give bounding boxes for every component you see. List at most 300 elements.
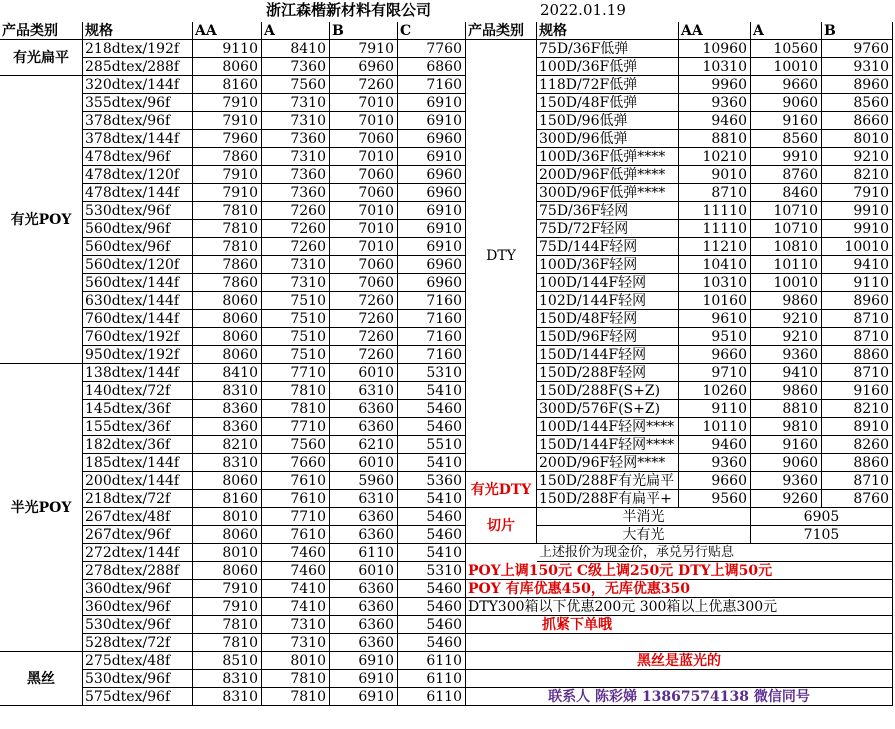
price-cell: 7010: [330, 220, 398, 238]
price-cell: 9160: [822, 382, 893, 400]
price-cell: 8460: [751, 184, 822, 202]
price-cell: 10710: [751, 220, 822, 238]
price-cell: 8010: [822, 130, 893, 148]
right-header-1: 规格: [537, 22, 679, 40]
price-cell: 9160: [751, 436, 822, 454]
spec-cell: 275dtex/48f: [83, 652, 193, 670]
price-cell: 9660: [679, 346, 751, 364]
price-cell: 7010: [330, 238, 398, 256]
spec-cell: 300D/96低弹: [537, 130, 679, 148]
spec-cell: 560dtex/96f: [83, 220, 193, 238]
spec-cell: 300D/96F低弹****: [537, 184, 679, 202]
note-poy-discount: POY 有库优惠450，无库优惠350: [466, 580, 893, 598]
price-cell: 8310: [193, 688, 262, 706]
price-cell: 7710: [262, 418, 330, 436]
price-cell: 6010: [330, 454, 398, 472]
category-cell: 半光POY: [0, 364, 83, 652]
price-cell: 7810: [262, 400, 330, 418]
spec-cell: 267dtex/96f: [83, 526, 193, 544]
price-cell: 8210: [822, 166, 893, 184]
left-header-3: A: [262, 22, 330, 40]
contact-line: 联系人 陈彩娣 13867574138 微信同号: [466, 688, 893, 706]
date-label: 2022.01.19: [540, 1, 626, 19]
price-cell: 9910: [751, 148, 822, 166]
price-cell: 9010: [679, 166, 751, 184]
price-cell: 9860: [751, 382, 822, 400]
price-cell: 7060: [330, 130, 398, 148]
price-cell: 7510: [262, 328, 330, 346]
spec-cell: 478dtex/144f: [83, 184, 193, 202]
price-cell: 9410: [822, 256, 893, 274]
spec-cell: 300D/576F(S+Z): [537, 400, 679, 418]
price-cell: 7910: [822, 184, 893, 202]
price-cell: 7810: [193, 202, 262, 220]
price-cell: 9160: [751, 112, 822, 130]
price-cell: 8260: [822, 436, 893, 454]
spec-cell: 200D/96F低弹****: [537, 166, 679, 184]
price-cell: 9860: [751, 292, 822, 310]
price-cell: 7560: [262, 76, 330, 94]
price-cell: 7810: [193, 634, 262, 652]
price-cell: 7910: [193, 112, 262, 130]
category-cell: 有光DTY: [466, 472, 537, 508]
price-cell: 6110: [398, 670, 466, 688]
price-cell: 6960: [398, 256, 466, 274]
price-cell: 8710: [679, 184, 751, 202]
price-cell: 10710: [751, 202, 822, 220]
price-cell: 6860: [398, 58, 466, 76]
spec-cell: 185dtex/144f: [83, 454, 193, 472]
spec-cell: 150D/288F有光扁平: [537, 472, 679, 490]
price-cell: 5360: [398, 472, 466, 490]
price-cell: 6910: [330, 652, 398, 670]
price-cell: 7360: [262, 130, 330, 148]
price-cell: 8710: [822, 364, 893, 382]
price-cell: 7010: [330, 112, 398, 130]
price-cell: 7910: [193, 166, 262, 184]
price-cell: 7160: [398, 292, 466, 310]
price-cell: 8710: [822, 310, 893, 328]
category-cell: 有光扁平: [0, 40, 83, 76]
price-cell: 7010: [330, 148, 398, 166]
category-cell: 有光POY: [0, 76, 83, 364]
price-cell: 9810: [751, 418, 822, 436]
price-cell: 5460: [398, 580, 466, 598]
spec-cell: 478dtex/96f: [83, 148, 193, 166]
spec-cell: 150D/288F有扁平+: [537, 490, 679, 508]
price-cell: 8060: [193, 346, 262, 364]
price-cell: 7060: [330, 184, 398, 202]
price-cell: 7510: [262, 310, 330, 328]
price-cell: 7160: [398, 328, 466, 346]
price-cell: 9060: [751, 454, 822, 472]
price-cell: 6960: [330, 58, 398, 76]
price-cell: 8210: [822, 400, 893, 418]
price-cell: 8060: [193, 310, 262, 328]
price-cell: 6360: [330, 418, 398, 436]
spec-cell: 150D/288F轻网: [537, 364, 679, 382]
price-cell: 9460: [679, 436, 751, 454]
price-cell: 8060: [193, 562, 262, 580]
price-cell: 6910: [398, 220, 466, 238]
spec-cell: 118D/72F低弹: [537, 76, 679, 94]
spec-cell: 218dtex/192f: [83, 40, 193, 58]
company-title: 浙江森楷新材料有限公司: [266, 1, 432, 19]
price-cell: 7860: [193, 274, 262, 292]
price-cell: 8060: [193, 328, 262, 346]
right-header-0: 产品类别: [466, 22, 537, 40]
price-cell: 8060: [193, 472, 262, 490]
price-cell: 7460: [262, 544, 330, 562]
price-cell: 8660: [822, 112, 893, 130]
price-cell: 9210: [751, 310, 822, 328]
price-cell: 6360: [330, 400, 398, 418]
price-cell: 9360: [679, 454, 751, 472]
price-cell: 6310: [330, 490, 398, 508]
spec-cell: 560dtex/96f: [83, 238, 193, 256]
price-cell: 7510: [262, 292, 330, 310]
price-cell: 8310: [193, 382, 262, 400]
right-header-3: A: [751, 22, 822, 40]
price-cell: 7310: [262, 148, 330, 166]
spec-cell: 150D/48F轻网: [537, 310, 679, 328]
price-cell: 6110: [330, 544, 398, 562]
price-cell: 6960: [398, 130, 466, 148]
spec-cell: 528dtex/72f: [83, 634, 193, 652]
price-cell: 8360: [193, 418, 262, 436]
spec-cell: 320dtex/144f: [83, 76, 193, 94]
spec-cell: 150D/96低弹: [537, 112, 679, 130]
price-cell: 9360: [751, 346, 822, 364]
price-cell: 6010: [330, 364, 398, 382]
price-cell: 7860: [193, 148, 262, 166]
price-cell: 8560: [822, 94, 893, 112]
price-cell: 7360: [262, 58, 330, 76]
spec-cell: 150D/288F(S+Z): [537, 382, 679, 400]
price-cell: 11110: [679, 220, 751, 238]
price-cell: 10110: [679, 418, 751, 436]
price-cell: 8910: [822, 418, 893, 436]
spec-cell: 100D/144F轻网****: [537, 418, 679, 436]
left-header-2: AA: [193, 22, 262, 40]
price-cell: 9360: [751, 472, 822, 490]
blank-cell: [466, 634, 893, 652]
price-cell: 8060: [193, 526, 262, 544]
price-cell: 7910: [193, 184, 262, 202]
price-cell: 7810: [262, 670, 330, 688]
left-header-0: 产品类别: [0, 22, 83, 40]
price-cell: 8860: [822, 454, 893, 472]
spec-cell: 355dtex/96f: [83, 94, 193, 112]
price-cell: 7310: [262, 94, 330, 112]
price-cell: 7260: [262, 238, 330, 256]
price-cell: 7060: [330, 166, 398, 184]
spec-cell: 200D/96F轻网****: [537, 454, 679, 472]
price-cell: 10310: [679, 274, 751, 292]
price-cell: 6210: [330, 436, 398, 454]
price-cell: 8510: [193, 652, 262, 670]
category-cell: 切片: [466, 508, 537, 544]
spec-cell: 182dtex/36f: [83, 436, 193, 454]
price-cell: 9410: [751, 364, 822, 382]
price-cell: 7410: [262, 598, 330, 616]
price-cell: 5310: [398, 562, 466, 580]
note-order-urge: 抓紧下单哦: [466, 616, 893, 634]
price-cell: 6910: [398, 148, 466, 166]
price-cell: 8710: [822, 472, 893, 490]
price-cell: 7160: [398, 346, 466, 364]
spec-cell: 760dtex/192f: [83, 328, 193, 346]
price-cell: 7060: [330, 256, 398, 274]
price-cell: 9110: [679, 400, 751, 418]
price-cell: 7810: [193, 616, 262, 634]
price-cell: 7260: [262, 202, 330, 220]
price-cell: 7260: [330, 292, 398, 310]
price-cell: 7610: [262, 490, 330, 508]
price-cell: 5410: [398, 382, 466, 400]
category-cell: 黑丝: [0, 652, 83, 706]
price-cell: 6110: [398, 652, 466, 670]
price-cell: 7460: [262, 562, 330, 580]
price-cell: 8060: [193, 58, 262, 76]
price-cell: 6360: [330, 616, 398, 634]
left-header-1: 规格: [83, 22, 193, 40]
price-cell: 5960: [330, 472, 398, 490]
price-cell: 10210: [679, 148, 751, 166]
price-cell: 6960: [398, 184, 466, 202]
note-black-yarn: 黑丝是蓝光的: [466, 652, 893, 670]
price-cell: 7910: [193, 598, 262, 616]
price-cell: 9360: [679, 94, 751, 112]
price-cell: 7860: [193, 256, 262, 274]
price-cell: 11210: [679, 238, 751, 256]
price-cell: 6360: [330, 598, 398, 616]
price-cell: 7260: [262, 220, 330, 238]
spec-cell: 378dtex/96f: [83, 112, 193, 130]
price-cell: 7510: [262, 346, 330, 364]
price-cell: 6910: [398, 238, 466, 256]
price-cell: 11110: [679, 202, 751, 220]
price-cell: 9710: [679, 364, 751, 382]
spec-cell: 760dtex/144f: [83, 310, 193, 328]
price-cell: 8010: [193, 508, 262, 526]
spec-cell: 75D/36F轻网: [537, 202, 679, 220]
spec-cell: 378dtex/144f: [83, 130, 193, 148]
price-cell: 9960: [679, 76, 751, 94]
price-cell: 7310: [262, 274, 330, 292]
price-cell: 5410: [398, 454, 466, 472]
chip-price-cell: 6905: [751, 508, 893, 526]
left-header-4: B: [330, 22, 398, 40]
price-cell: 9210: [751, 328, 822, 346]
price-cell: 5460: [398, 598, 466, 616]
left-header-5: C: [398, 22, 466, 40]
price-cell: 9110: [822, 274, 893, 292]
price-cell: 10410: [679, 256, 751, 274]
price-cell: 7910: [193, 94, 262, 112]
spec-cell: 150D/144F轻网: [537, 346, 679, 364]
price-cell: 9760: [822, 40, 893, 58]
price-cell: 7810: [193, 238, 262, 256]
price-cell: 10010: [751, 274, 822, 292]
price-cell: 9910: [822, 202, 893, 220]
price-cell: 7810: [262, 688, 330, 706]
price-cell: 10160: [679, 292, 751, 310]
price-cell: 7310: [262, 616, 330, 634]
price-cell: 9660: [751, 76, 822, 94]
spec-cell: 150D/48F低弹: [537, 94, 679, 112]
spec-cell: 150D/96F轻网: [537, 328, 679, 346]
price-cell: 9610: [679, 310, 751, 328]
price-cell: 8160: [193, 490, 262, 508]
price-cell: 7710: [262, 508, 330, 526]
price-cell: 8160: [193, 76, 262, 94]
chip-name-cell: 大有光: [537, 526, 751, 544]
price-cell: 7610: [262, 472, 330, 490]
price-cell: 9060: [751, 94, 822, 112]
spec-cell: 218dtex/72f: [83, 490, 193, 508]
price-cell: 7260: [330, 76, 398, 94]
spec-cell: 360dtex/96f: [83, 580, 193, 598]
price-cell: 5460: [398, 418, 466, 436]
price-cell: 7060: [330, 274, 398, 292]
spec-cell: 100D/36F低弹: [537, 58, 679, 76]
price-cell: 7260: [330, 310, 398, 328]
price-cell: 6360: [330, 508, 398, 526]
price-cell: 7310: [262, 634, 330, 652]
spec-cell: 360dtex/96f: [83, 598, 193, 616]
price-cell: 8860: [822, 346, 893, 364]
spec-cell: 285dtex/288f: [83, 58, 193, 76]
price-cell: 8710: [822, 328, 893, 346]
price-cell: 5410: [398, 490, 466, 508]
price-cell: 7760: [398, 40, 466, 58]
price-cell: 5310: [398, 364, 466, 382]
price-cell: 7160: [398, 310, 466, 328]
price-cell: 7160: [398, 76, 466, 94]
price-cell: 9660: [679, 472, 751, 490]
price-cell: 6910: [398, 112, 466, 130]
price-cell: 8060: [193, 292, 262, 310]
price-cell: 8310: [193, 454, 262, 472]
chip-name-cell: 半消光: [537, 508, 751, 526]
price-cell: 7810: [193, 220, 262, 238]
price-cell: 8760: [751, 166, 822, 184]
price-cell: 7660: [262, 454, 330, 472]
price-cell: 9510: [679, 328, 751, 346]
price-cell: 8960: [822, 292, 893, 310]
note-dty-discount: DTY300箱以下优惠200元 300箱以上优惠300元: [466, 598, 893, 616]
price-cell: 7710: [262, 364, 330, 382]
chip-price-cell: 7105: [751, 526, 893, 544]
spec-cell: 100D/144F轻网: [537, 274, 679, 292]
spec-cell: 100D/36F低弹****: [537, 148, 679, 166]
spec-cell: 530dtex/96f: [83, 670, 193, 688]
right-header-4: B: [822, 22, 893, 40]
spec-cell: 102D/144F轻网: [537, 292, 679, 310]
spec-cell: 530dtex/96f: [83, 202, 193, 220]
price-cell: 7260: [330, 346, 398, 364]
price-cell: 8010: [262, 652, 330, 670]
price-cell: 8560: [751, 130, 822, 148]
price-cell: 6910: [330, 670, 398, 688]
price-cell: 10010: [751, 58, 822, 76]
price-cell: 8410: [193, 364, 262, 382]
spec-cell: 478dtex/120f: [83, 166, 193, 184]
spec-cell: 150D/144F轻网****: [537, 436, 679, 454]
spec-cell: 75D/36F低弹: [537, 40, 679, 58]
spec-cell: 140dtex/72f: [83, 382, 193, 400]
price-cell: 8360: [193, 400, 262, 418]
price-cell: 9560: [679, 490, 751, 508]
spec-cell: 560dtex/144f: [83, 274, 193, 292]
price-cell: 6960: [398, 166, 466, 184]
price-cell: 8410: [262, 40, 330, 58]
spec-cell: 75D/72F轻网: [537, 220, 679, 238]
price-cell: 7310: [262, 256, 330, 274]
spec-cell: 575dtex/96f: [83, 688, 193, 706]
price-cell: 8760: [822, 490, 893, 508]
price-cell: 5410: [398, 544, 466, 562]
blank-cell: [466, 670, 893, 688]
price-cell: 9110: [193, 40, 262, 58]
price-cell: 10810: [751, 238, 822, 256]
price-cell: 6360: [330, 634, 398, 652]
price-cell: 10560: [751, 40, 822, 58]
note-price-increase: POY上调150元 C级上调250元 DTY上调50元: [466, 562, 893, 580]
price-cell: 9210: [822, 148, 893, 166]
spec-cell: 75D/144F轻网: [537, 238, 679, 256]
price-cell: 9260: [751, 490, 822, 508]
price-cell: 7810: [262, 382, 330, 400]
spec-cell: 138dtex/144f: [83, 364, 193, 382]
price-cell: 10310: [679, 58, 751, 76]
price-cell: 10010: [822, 238, 893, 256]
price-cell: 6960: [398, 274, 466, 292]
price-cell: 7360: [262, 166, 330, 184]
price-cell: 7910: [193, 580, 262, 598]
price-cell: 8810: [679, 130, 751, 148]
spec-cell: 560dtex/120f: [83, 256, 193, 274]
price-cell: 5460: [398, 634, 466, 652]
price-cell: 6360: [330, 526, 398, 544]
price-cell: 7260: [330, 328, 398, 346]
price-cell: 7610: [262, 526, 330, 544]
spec-cell: 145dtex/36f: [83, 400, 193, 418]
price-cell: 9460: [679, 112, 751, 130]
price-cell: 5460: [398, 616, 466, 634]
spec-cell: 100D/36F轻网: [537, 256, 679, 274]
spec-cell: 200dtex/144f: [83, 472, 193, 490]
price-cell: 8310: [193, 670, 262, 688]
price-cell: 6910: [330, 688, 398, 706]
price-cell: 5460: [398, 526, 466, 544]
spec-cell: 155dtex/36f: [83, 418, 193, 436]
price-cell: 10960: [679, 40, 751, 58]
price-cell: 8210: [193, 436, 262, 454]
price-cell: 5510: [398, 436, 466, 454]
price-cell: 6910: [398, 202, 466, 220]
price-cell: 5460: [398, 508, 466, 526]
price-cell: 7360: [262, 184, 330, 202]
spec-cell: 530dtex/96f: [83, 616, 193, 634]
price-cell: 8960: [822, 76, 893, 94]
price-cell: 6910: [398, 94, 466, 112]
price-cell: 7010: [330, 94, 398, 112]
price-cell: 10260: [679, 382, 751, 400]
price-cell: 8810: [751, 400, 822, 418]
price-cell: 6360: [330, 580, 398, 598]
